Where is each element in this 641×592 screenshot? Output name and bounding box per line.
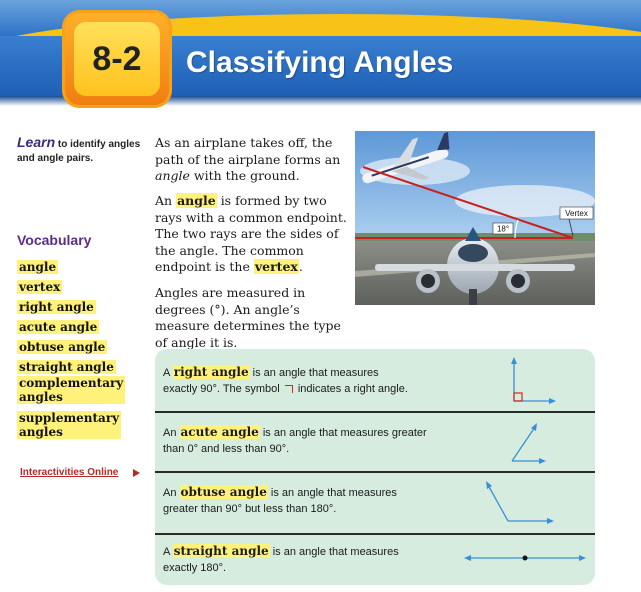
angle-description (163, 364, 453, 397)
text-span: An (155, 193, 173, 208)
vocab-term: supplementary angles (19, 411, 120, 439)
text-span: An (163, 487, 177, 499)
term-acute-angle: acute angle (180, 425, 259, 439)
vocab-item (17, 256, 58, 275)
right-angle-symbol-icon (285, 385, 293, 393)
text-span: than 0° and less than 90°. (163, 443, 290, 455)
vocab-item (17, 336, 107, 355)
vocab-term: straight angle (19, 360, 114, 374)
angle-type-row-acute (155, 413, 595, 471)
text-span: . (298, 259, 303, 274)
text-span: is an angle that measures greater (262, 427, 427, 439)
term-right-angle: right angle (173, 365, 249, 379)
vocab-item (17, 296, 96, 315)
term-vertex: vertex (254, 259, 298, 274)
play-arrow-icon[interactable] (133, 469, 140, 477)
angle-type-row-straight (155, 535, 595, 585)
vocab-term: obtuse angle (19, 340, 106, 354)
learning-objective (17, 135, 147, 166)
learn-word: Learn (17, 134, 56, 150)
measure-paragraph: Angles are measured in degrees (°). An angle’s measure determines the type of angle it is. (155, 285, 341, 350)
angle-description (163, 543, 453, 576)
vocab-item (17, 276, 62, 295)
vocab-term: complementary angles (19, 376, 124, 404)
term-angle: angle (177, 193, 216, 208)
text-span: indicates a right angle. (297, 383, 408, 395)
vocab-item (17, 356, 116, 375)
airplane-photo (355, 131, 595, 305)
angle-types-table (155, 349, 595, 585)
text-span: A (163, 367, 170, 379)
intro-paragraph: As an airplane takes off, the path of the airplane forms an angle with the ground. (155, 135, 341, 183)
right-angle-icon (500, 355, 560, 407)
text-span: A (163, 546, 170, 558)
vocabulary-heading: Vocabulary (17, 232, 92, 248)
obtuse-angle-icon (480, 475, 560, 529)
vocab-term: right angle (19, 300, 94, 314)
acute-angle-icon (500, 417, 560, 467)
vocab-term: vertex (19, 280, 61, 294)
vocab-item (17, 316, 99, 335)
text-span: is an angle that measures (252, 367, 379, 379)
text-span: is an angle that measures (272, 546, 399, 558)
airplane-photo-illustration (355, 131, 595, 305)
text-span: greater than 90° but less than 180°. (163, 503, 337, 515)
vocab-term: angle (19, 260, 57, 274)
text-span: is formed by two rays with a common endpoint. The two rays are the sides of the angle. The common endpoint is the (155, 193, 347, 274)
straight-angle-icon (460, 543, 590, 573)
vocab-term: acute angle (19, 320, 98, 334)
text-span: An (163, 427, 177, 439)
lesson-number: 8-2 (92, 39, 142, 78)
vertex-label: Vertex (565, 209, 588, 218)
angle-type-row-right (155, 349, 595, 411)
term-straight-angle: straight angle (173, 544, 269, 558)
text-span: exactly 180°. (163, 562, 227, 574)
term-obtuse-angle: obtuse angle (180, 485, 267, 499)
angle-measure-label: 18° (496, 224, 510, 234)
angle-description (163, 484, 453, 517)
definition-paragraph (155, 193, 347, 276)
page-title: Classifying Angles (186, 46, 454, 79)
text-span: exactly 90°. The symbol (163, 383, 280, 395)
angle-type-row-obtuse (155, 473, 595, 533)
vocab-item (17, 376, 124, 405)
vocab-item (17, 411, 120, 440)
text-span: is an angle that measures (270, 487, 397, 499)
angle-description (163, 424, 453, 457)
learn-text: to identify angles and angle pairs. (17, 139, 141, 164)
interactivities-online-link[interactable]: Interactivities Online (20, 467, 119, 478)
lesson-number-badge (62, 10, 172, 108)
